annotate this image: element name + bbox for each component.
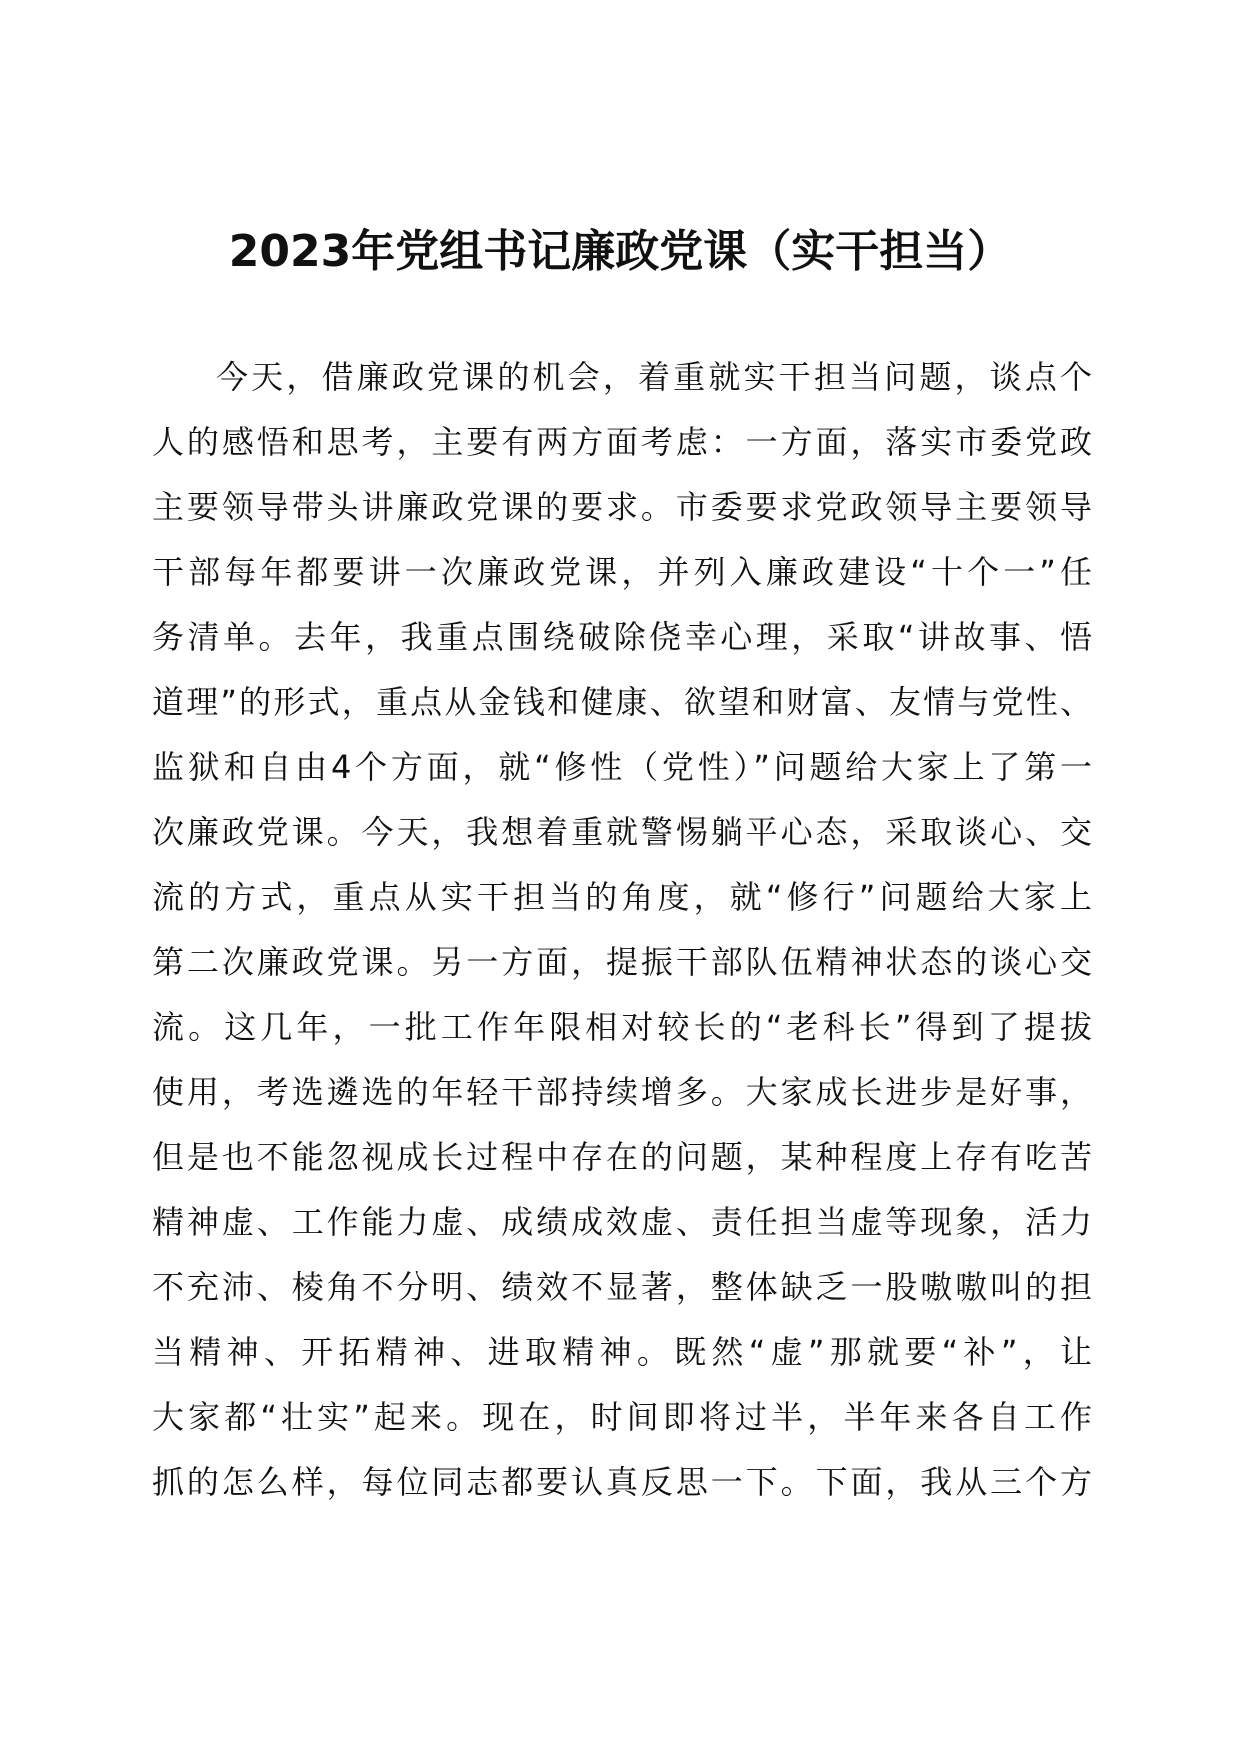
body-line: 主要领导带头讲廉政党课的要求。市委要求党政领导主要领导 — [152, 488, 1092, 526]
body-line: 使用，考选遴选的年轻干部持续增多。大家成长进步是好事， — [152, 1073, 1092, 1111]
body-line: 道理”的形式，重点从金钱和健康、欲望和财富、友情与党性、 — [152, 683, 1092, 721]
body-line: 次廉政党课。今天，我想着重就警惕躺平心态，采取谈心、交 — [152, 813, 1092, 851]
body-line: 大家都“壮实”起来。现在，时间即将过半，半年来各自工作 — [152, 1398, 1092, 1436]
document-title: 2023年党组书记廉政党课（实干担当） — [228, 226, 1012, 277]
body-line: 第二次廉政党课。另一方面，提振干部队伍精神状态的谈心交 — [152, 943, 1092, 981]
body-line: 精神虚、工作能力虚、成绩成效虚、责任担当虚等现象，活力 — [152, 1203, 1092, 1241]
body-line: 今天，借廉政党课的机会，着重就实干担当问题，谈点个 — [216, 358, 1092, 396]
body-line: 务清单。去年，我重点围绕破除侥幸心理，采取“讲故事、悟 — [152, 618, 1092, 656]
body-line: 人的感悟和思考，主要有两方面考虑：一方面，落实市委党政 — [152, 423, 1092, 461]
body-line: 当精神、开拓精神、进取精神。既然“虚”那就要“补”，让 — [152, 1333, 1092, 1371]
body-line: 抓的怎么样，每位同志都要认真反思一下。下面，我从三个方 — [152, 1463, 1092, 1501]
document-body — [152, 345, 1092, 1515]
body-line: 干部每年都要讲一次廉政党课，并列入廉政建设“十个一”任 — [152, 553, 1092, 591]
body-line: 但是也不能忽视成长过程中存在的问题，某种程度上存有吃苦 — [152, 1138, 1092, 1176]
body-line: 流的方式，重点从实干担当的角度，就“修行”问题给大家上 — [152, 878, 1092, 916]
body-line: 流。这几年，一批工作年限相对较长的“老科长”得到了提拔 — [152, 1008, 1092, 1046]
body-line: 监狱和自由4个方面，就“修性（党性）”问题给大家上了第一 — [152, 748, 1092, 786]
body-line: 不充沛、棱角不分明、绩效不显著，整体缺乏一股嗷嗷叫的担 — [152, 1268, 1092, 1306]
